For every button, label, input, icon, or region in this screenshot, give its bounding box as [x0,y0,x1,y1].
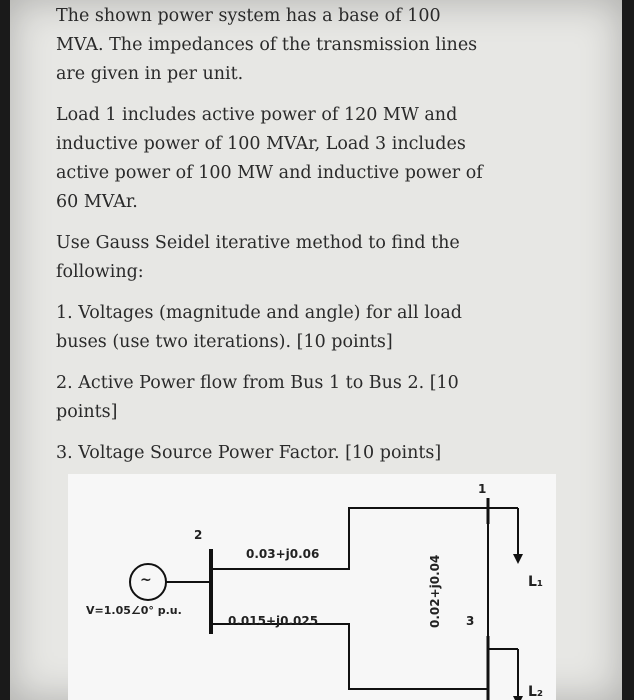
text-line: 3. Voltage Source Power Factor. [10 points] [56,443,442,463]
text-line: 2. Active Power flow from Bus 1 to Bus 2. [10 [56,373,459,393]
text-line: 1. Voltages (magnitude and angle) for all load [56,303,462,323]
method-paragraph [56,229,596,287]
text-line: Use Gauss Seidel iterative method to find the [56,233,460,253]
text-line: Load 1 includes active power of 120 MW and [56,105,458,125]
text-line: inductive power of 100 MVAr, Load 3 includes [56,134,466,154]
problem-text [56,0,596,480]
question-item-1 [56,299,596,357]
source-voltage-label: V=1.05∠0° p.u. [86,604,182,617]
load-3-label: L₂ [528,684,544,700]
line-1-3-impedance: 0.02+j0.04 [428,554,442,628]
ac-source-icon: ~ [140,572,152,588]
question-item-2 [56,369,596,427]
text-line: MVA. The impedances of the transmission lines [56,35,478,55]
loads-paragraph [56,101,596,217]
load-3-arrow [513,696,523,700]
load-1-arrow [513,554,523,564]
bus-3-label: 3 [466,614,475,628]
problem-sheet [10,0,622,700]
text-line: are given in per unit. [56,64,244,84]
line-2-3 [211,624,488,689]
text-line: points] [56,402,118,422]
line-2-3-impedance: 0.015+j0.025 [228,614,319,628]
circuit-diagram [68,474,556,700]
text-line: buses (use two iterations). [10 points] [56,332,393,352]
line-1-2-impedance: 0.03+j0.06 [246,547,320,561]
bus-2-label: 2 [194,528,203,542]
text-line: active power of 100 MW and inductive power of [56,163,483,183]
load-1-label: L₁ [528,574,544,590]
bus-1-label: 1 [478,482,487,496]
text-line: 60 MVAr. [56,192,138,212]
text-line: The shown power system has a base of 100 [56,6,441,26]
intro-paragraph [56,2,596,89]
text-line: following: [56,262,144,282]
question-item-3 [56,439,596,468]
